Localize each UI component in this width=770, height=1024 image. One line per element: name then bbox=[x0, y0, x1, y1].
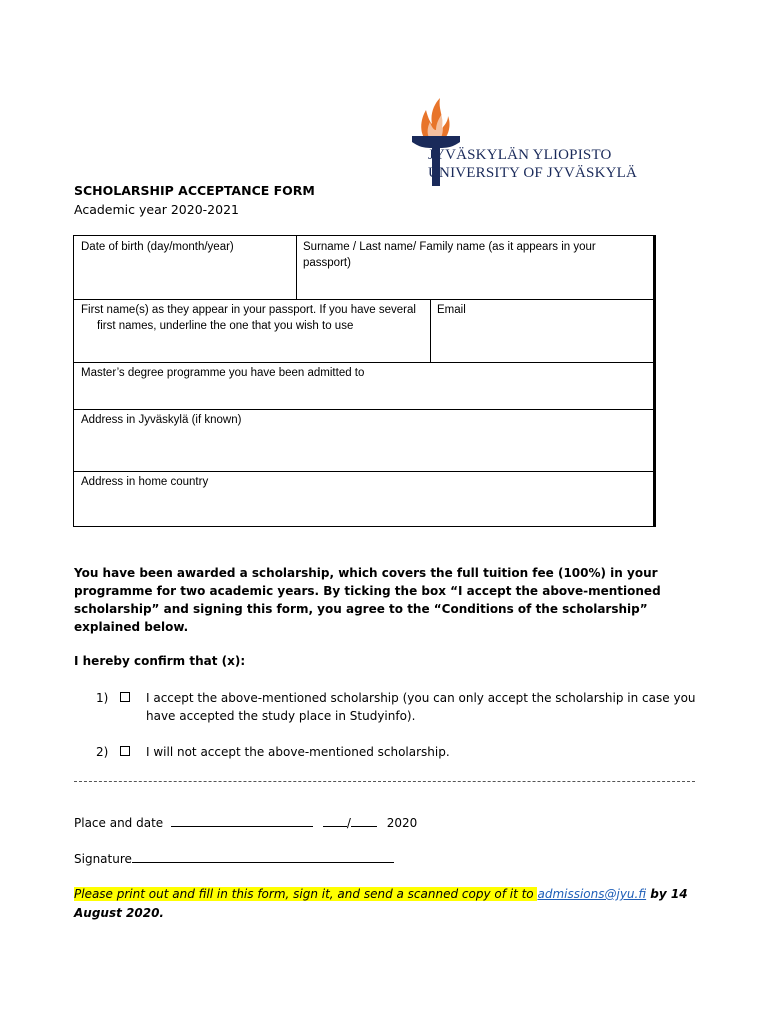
dob-field[interactable] bbox=[74, 236, 296, 299]
option-decline bbox=[96, 743, 696, 761]
university-name bbox=[428, 146, 637, 182]
signature-input[interactable] bbox=[132, 850, 394, 863]
scholarship-intro: You have been awarded a scholarship, which covers the full tuition fee (100%) in your programme for two academic years. By ticking the box “I accept the above-mentioned scholarship” and signing this form, you agree to the “Conditions of the scholarship” explained below. bbox=[74, 566, 661, 634]
signature-row bbox=[74, 850, 394, 866]
date-separator: / bbox=[346, 816, 351, 830]
option-accept bbox=[96, 689, 696, 725]
option-text: I will not accept the above-mentioned scholarship. bbox=[146, 745, 450, 759]
submission-instructions bbox=[74, 885, 704, 923]
option-number: 2) bbox=[96, 745, 109, 759]
programme-field[interactable] bbox=[74, 362, 654, 409]
place-and-date-input[interactable] bbox=[171, 814, 313, 827]
applicant-details-table bbox=[73, 235, 656, 527]
address-jyvaskyla-label: Address in Jyväskylä (if known) bbox=[81, 414, 242, 426]
place-and-date-label: Place and date bbox=[74, 816, 164, 830]
instructions-text: Please print out and fill in this form, sign it, and send a scanned copy of it to bbox=[74, 887, 538, 901]
decline-checkbox[interactable] bbox=[120, 746, 130, 756]
signature-label: Signature bbox=[74, 852, 132, 866]
programme-label: Master’s degree programme you have been admitted to bbox=[81, 367, 365, 379]
month-input[interactable] bbox=[351, 814, 377, 827]
surname-label-cont: passport) bbox=[303, 257, 351, 269]
university-name-en: UNIVERSITY OF JYVÄSKYLÄ bbox=[428, 165, 638, 181]
first-names-field[interactable] bbox=[74, 299, 430, 362]
first-names-label-cont: first names, underline the one that you wish to use bbox=[97, 320, 354, 332]
form-title: SCHOLARSHIP ACCEPTANCE FORM bbox=[74, 183, 315, 198]
option-text: I accept the above-mentioned scholarship (you can only accept the scholarship in case you have accepted the study place in Studyinfo). bbox=[146, 691, 696, 723]
confirm-label: I hereby confirm that (x): bbox=[74, 654, 246, 668]
address-jyvaskyla-field[interactable] bbox=[74, 409, 654, 471]
university-name-fi: JYVÄSKYLÄN YLIOPISTO bbox=[428, 147, 612, 163]
deadline-text: by 14 August 2020. bbox=[74, 887, 688, 920]
dob-label: Date of birth (day/month/year) bbox=[81, 241, 234, 253]
day-input[interactable] bbox=[323, 814, 347, 827]
surname-label: Surname / Last name/ Family name (as it appears in your bbox=[303, 241, 596, 253]
place-and-date-row bbox=[74, 814, 417, 830]
address-home-label: Address in home country bbox=[81, 476, 209, 488]
email-field[interactable] bbox=[430, 299, 654, 362]
surname-field[interactable] bbox=[296, 236, 654, 299]
admissions-email-link[interactable]: admissions@jyu.fi bbox=[537, 887, 647, 901]
first-names-label: First name(s) as they appear in your passport. If you have several bbox=[81, 304, 416, 316]
email-label: Email bbox=[437, 304, 466, 316]
divider bbox=[74, 781, 695, 782]
accept-checkbox[interactable] bbox=[120, 692, 130, 702]
option-number: 1) bbox=[96, 691, 109, 705]
address-home-field[interactable] bbox=[74, 471, 654, 526]
academic-year: Academic year 2020-2021 bbox=[74, 202, 239, 217]
year-text: 2020 bbox=[386, 816, 418, 830]
